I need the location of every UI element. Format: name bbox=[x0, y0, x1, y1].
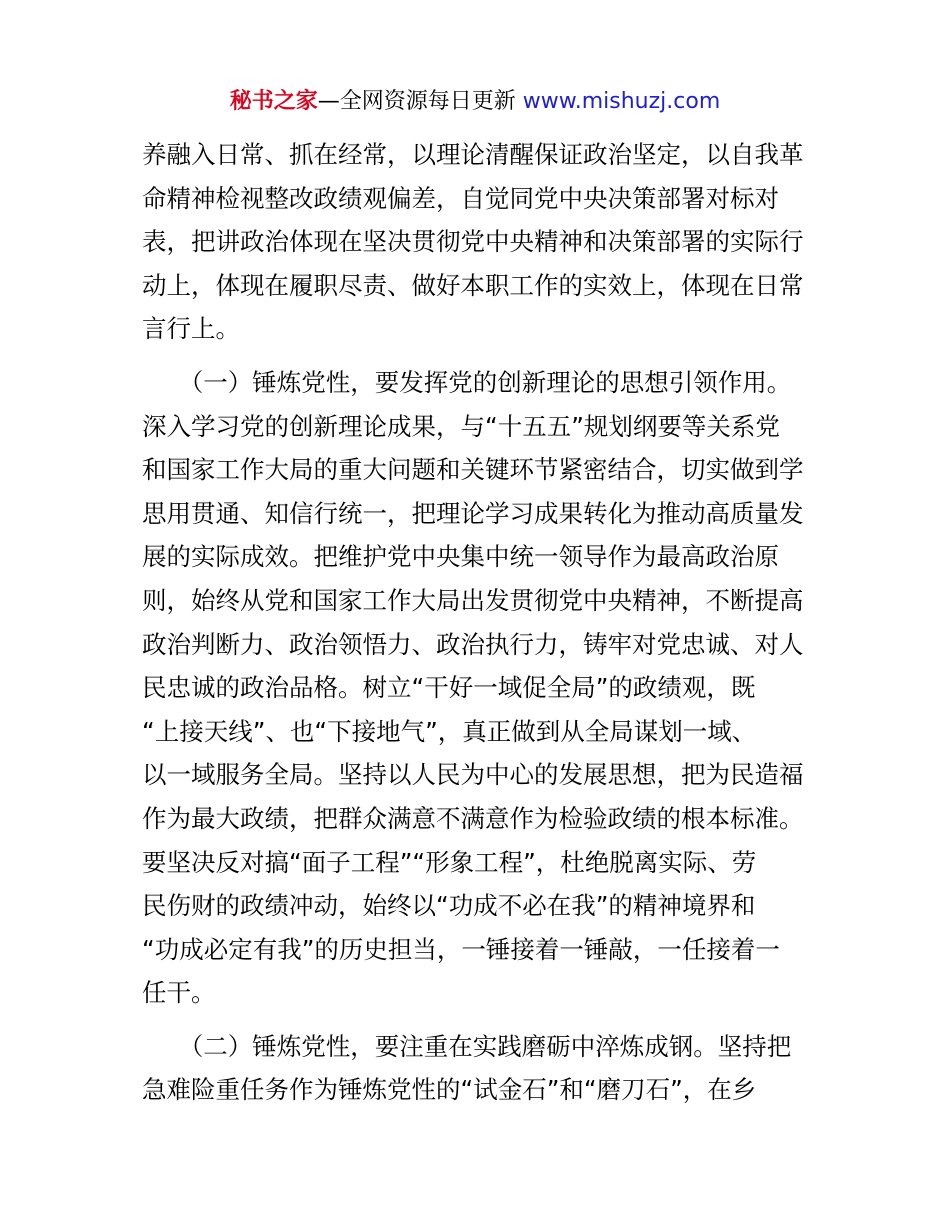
paragraph-continuation bbox=[142, 133, 812, 351]
paragraph-section-two bbox=[142, 1025, 812, 1112]
text-line: 言行上。 bbox=[142, 314, 240, 344]
text-line: “功成必定有我”的历史担当，一锤接着一锤敲，一任接着一 bbox=[142, 934, 780, 964]
text-line: （一）锤炼党性，要发挥党的创新理论的思想引领作用。 bbox=[142, 367, 792, 397]
text-line: 深入学习党的创新理论成果，与“十五五”规划纲要等关系党 bbox=[142, 411, 780, 441]
text-line: 以一域服务全局。坚持以人民为中心的发展思想，把为民造福 bbox=[142, 760, 804, 790]
site-url-link[interactable]: www.mishuzj.com bbox=[522, 89, 721, 114]
text-line: 任干。 bbox=[142, 978, 216, 1008]
text-line: 思用贯通、知信行统一，把理论学习成果转化为推动高质量发 bbox=[142, 498, 804, 528]
text-line: 民忠诚的政治品格。树立“干好一域促全局”的政绩观，既 bbox=[142, 673, 756, 703]
text-line: 民伤财的政绩冲动，始终以“功成不必在我”的精神境界和 bbox=[142, 891, 756, 921]
text-line: 展的实际成效。把维护党中央集中统一领导作为最高政治原 bbox=[142, 542, 779, 572]
text-line: 政治判断力、政治领悟力、政治执行力，铸牢对党忠诚、对人 bbox=[142, 629, 804, 659]
text-line: 急难险重任务作为锤炼党性的“试金石”和“磨刀石”，在乡 bbox=[142, 1075, 757, 1105]
text-line: 养融入日常、抓在经常，以理论清醒保证政治坚定，以自我革 bbox=[142, 140, 804, 169]
text-line: 和国家工作大局的重大问题和关键环节紧密结合，切实做到学 bbox=[142, 455, 804, 485]
text-line: 则，始终从党和国家工作大局出发贯彻党中央精神，不断提高 bbox=[142, 585, 804, 615]
site-brand: 秘书之家 bbox=[229, 89, 318, 114]
site-tagline: —全网资源每日更新 bbox=[317, 89, 523, 114]
text-line: 表，把讲政治体现在坚决贯彻党中央精神和决策部署的实际行 bbox=[142, 227, 804, 257]
text-line: 要坚决反对搞“面子工程”“形象工程”，杜绝脱离实际、劳 bbox=[142, 847, 757, 877]
text-line: 作为最大政绩，把群众满意不满意作为检验政绩的根本标准。 bbox=[142, 803, 804, 833]
paragraph-gap bbox=[142, 351, 812, 361]
text-line: 命精神检视整改政绩观偏差，自觉同党中央决策部署对标对 bbox=[142, 183, 779, 213]
text-line: （二）锤炼党性，要注重在实践磨砺中淬炼成钢。坚持把 bbox=[142, 1031, 792, 1061]
document-body bbox=[142, 133, 812, 1112]
paragraph-section-one bbox=[142, 361, 812, 1015]
paragraph-gap bbox=[142, 1015, 812, 1025]
site-header bbox=[0, 86, 950, 118]
text-line: “上接天线”、也“下接地气”，真正做到从全局谋划一域、 bbox=[142, 716, 757, 746]
text-line: 动上，体现在履职尽责、做好本职工作的实效上，体现在日常 bbox=[142, 270, 804, 300]
